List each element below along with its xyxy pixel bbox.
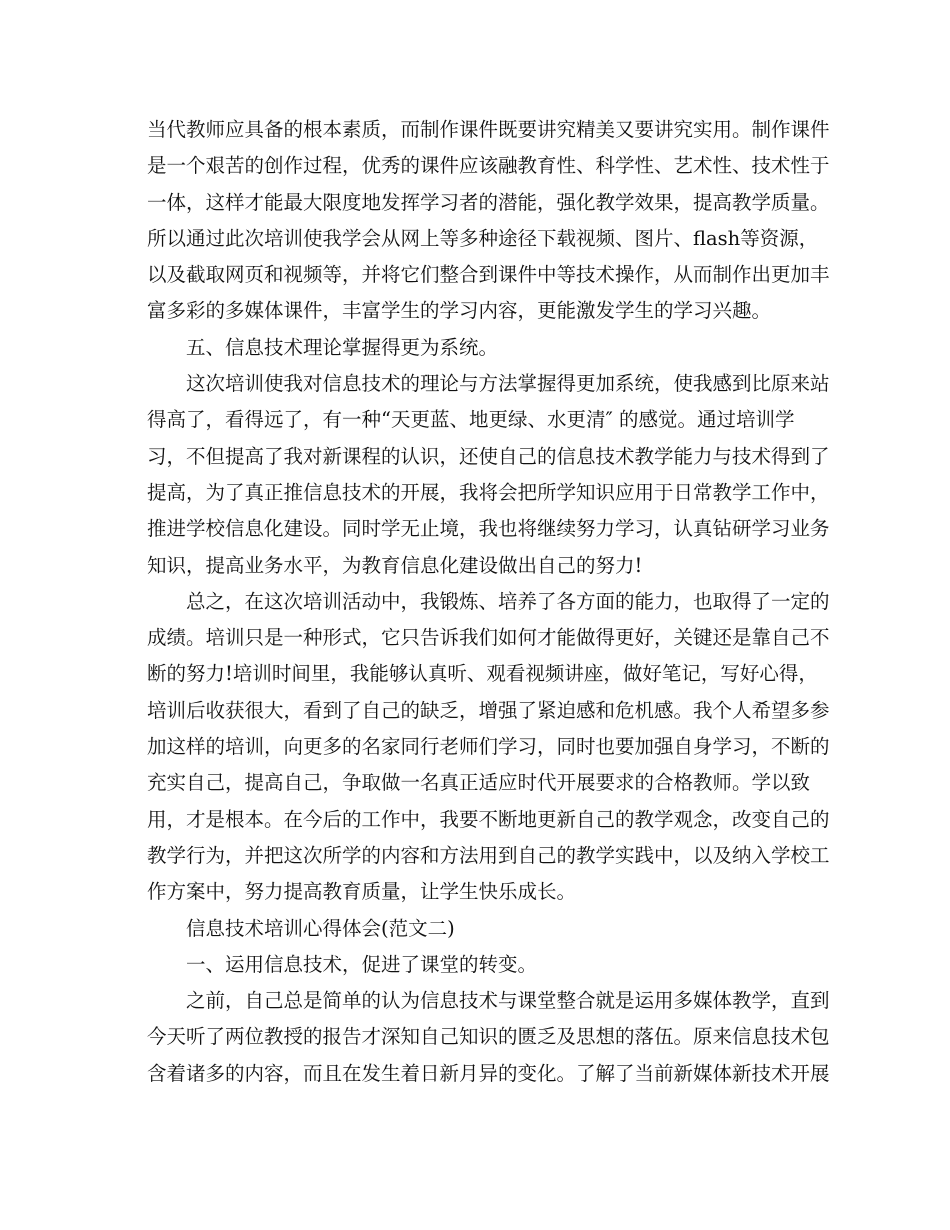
- text-line: 提高，为了真正推信息技术的开展，我将会把所学知识应用于日常教学工作中，: [147, 480, 830, 504]
- text-line: 当代教师应具备的根本素质，而制作课件既要讲究精美又要讲究实用。制作课件: [147, 118, 830, 141]
- text-line: 知识，提高业务水平，为教育信息化建设做出自己的努力!: [147, 553, 643, 577]
- text-line: 加这样的培训，向更多的名家同行老师们学习，同时也要加强自身学习，不断的: [147, 735, 830, 759]
- text-line: 信息技术培训心得体会(范文二): [186, 916, 455, 940]
- text-line: 一体，这样才能最大限度地发挥学习者的潜能，强化教学效果，提高教学质量。: [147, 190, 830, 214]
- text-line: 富多彩的多媒体课件，丰富学生的学习内容，更能激发学生的学习兴趣。: [147, 299, 772, 323]
- document-body: [147, 112, 830, 1092]
- text-line: 得高了，看得远了，有一种“天更蓝、地更绿、水更清″ 的感觉。通过培训学: [147, 408, 795, 432]
- text-line: 成绩。培训只是一种形式，它只告诉我们如何才能做得更好，关键还是靠自己不: [147, 626, 830, 650]
- text-line: 充实自己，提高自己，争取做一名真正适应时代开展要求的合格教师。学以致: [147, 771, 811, 795]
- text-line: 用，才是根本。在今后的工作中，我要不断地更新自己的教学观念，改变自己的: [147, 807, 830, 831]
- text-line: 之前，自己总是简单的认为信息技术与课堂整合就是运用多媒体教学，直到: [186, 989, 830, 1013]
- text-line: 培训后收获很大，看到了自己的缺乏，增强了紧迫感和危机感。我个人希望多参: [147, 698, 830, 722]
- text-line: 是一个艰苦的创作过程，优秀的课件应该融教育性、科学性、艺术性、技术性于: [147, 154, 830, 178]
- text-line: 一、运用信息技术，促进了课堂的转变。: [186, 952, 538, 976]
- text-line: 总之，在这次培训活动中，我锻炼、培养了各方面的能力，也取得了一定的: [186, 589, 830, 613]
- text-line: 推进学校信息化建设。同时学无止境，我也将继续努力学习，认真钻研学习业务: [147, 517, 830, 541]
- text-line: 以及截取网页和视频等，并将它们整合到课件中等技术操作，从而制作出更加丰: [147, 263, 830, 287]
- text-line: 所以通过此次培训使我学会从网上等多种途径下载视频、图片、flash等资源，: [147, 226, 819, 250]
- text-line: 教学行为，并把这次所学的内容和方法用到自己的教学实践中，以及纳入学校工: [147, 843, 830, 867]
- text-line: 断的努力!培训时间里，我能够认真听、观看视频讲座，做好笔记，写好心得，: [147, 662, 818, 686]
- text-line: 作方案中，努力提高教育质量，让学生快乐成长。: [147, 880, 577, 904]
- text-line: 含着诸多的内容，而且在发生着日新月异的变化。了解了当前新媒体新技术开展: [147, 1061, 830, 1085]
- text-line: 今天听了两位教授的报告才深知自己知识的匮乏及思想的落伍。原来信息技术包: [147, 1025, 830, 1049]
- text-line: 习，不但提高了我对新课程的认识，还使自己的信息技术教学能力与技术得到了: [147, 444, 830, 468]
- text-line: 五、信息技术理论掌握得更为系统。: [186, 335, 499, 359]
- text-line: 这次培训使我对信息技术的理论与方法掌握得更加系统，使我感到比原来站: [186, 372, 830, 396]
